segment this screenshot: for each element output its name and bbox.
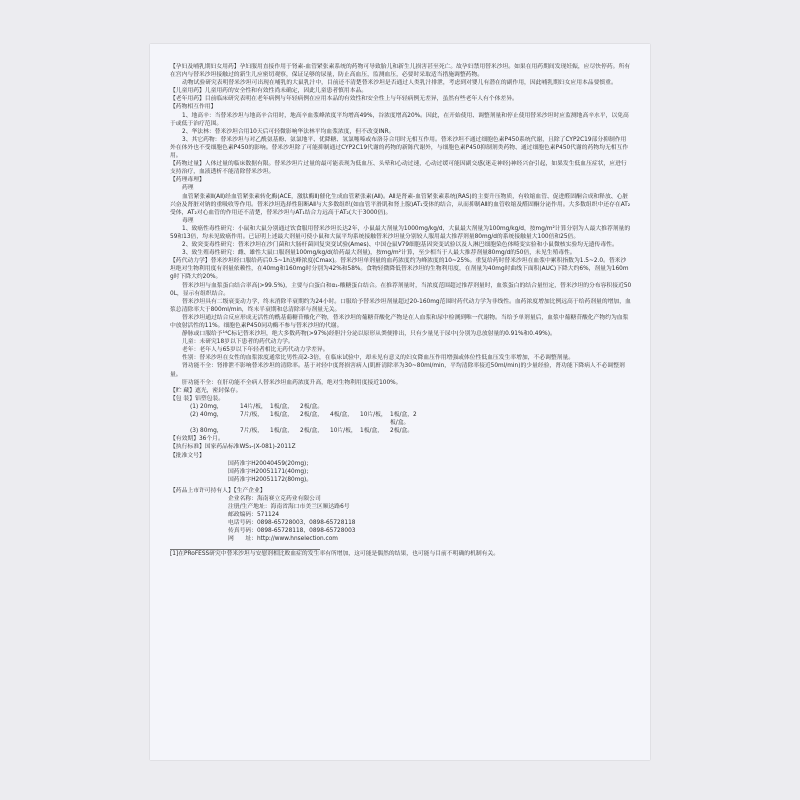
section-children: 【儿童用药】儿童用药的安全性和有效性尚未确定，因此儿童患者慎用本品。 <box>170 88 368 95</box>
packaging-cell: 7片/板， <box>240 412 264 419</box>
section-interactions: 【药物相互作用】 <box>170 104 217 111</box>
section-pharmacokinetics: 【药代动力学】替米沙坦经口服给药后0.5~1h达峰浓度(Cmax)。替米沙坦单剂量的血药浓度约为峰浓度的10~25%。重复给药时替米沙坦在血浆中累积指数为1.5~2.0。替米沙坦绝对生物利用度有剂量依赖性，在40mg和160mg时分别为42%和58%。食物轻微降低替米沙坦的生物利用度，在剂量为40mg时曲线下面积(AUC)下降大约6%，剂量为160mg时下降大约20%。 <box>170 258 629 281</box>
paragraph: 动物试验研究表明替米沙坦可出现在哺乳的大鼠乳汁中，目前还不清楚替米沙坦是否通过人类乳汁排泄，考虑到对婴儿有潜在的副作用，因此哺乳期妇女应用本品要慎重。 <box>182 80 617 87</box>
paragraph: 老年：老年人与65岁以下年轻者相比无药代动力学差异。 <box>182 347 329 354</box>
fax-number: 传真号码：0898-65728118、0898-65728003 <box>228 528 356 535</box>
paragraph: 2、华法林：替米沙坦合用10天后可轻微影响华法林平均血浆浓度，但不改变INR。 <box>182 128 395 135</box>
leaflet-text <box>170 63 632 558</box>
packaging-cell: (1) 20mg， <box>190 403 223 410</box>
packaging-cell: 2板/盒， <box>300 428 324 435</box>
section-pharmacology: 【药理毒理】 <box>170 177 205 184</box>
subheading-pharmacology: 药理 <box>182 185 194 192</box>
paragraph: 肝功能不全：在肝功能不全病人替米沙坦血药浓度升高，绝对生物利用度接近100%。 <box>182 379 402 386</box>
section-packaging: 【包 装】铝塑包装。 <box>170 395 225 402</box>
packaging-cell: 10片/板， <box>330 428 357 435</box>
packaging-row <box>170 427 632 435</box>
section-pregnancy: 【孕妇及哺乳期妇女用药】孕妇服用直接作用于肾素-血管紧张素系统的药物可导致胎儿和新生儿损害甚至死亡。故孕妇禁用替米沙坦。如果在用药期间发现妊娠，应尽快停药。所有在宫内与替米沙坦接触过的新生儿应密切观察，保证足够的尿量，防止高血压，监测血压，必要时采取适当措施调整药物。 <box>170 64 631 79</box>
paragraph: 1、地高辛：当替米沙坦与地高辛合用时，地高辛血浆峰浓度平均增高49%，谷浓度增高20%。因此，在开始使用、调整剂量和停止使用替米沙坦时应监测地高辛水平，以免高于或低于治疗范围。 <box>170 112 629 127</box>
phone-number: 电话号码：0898-65728003、0898-65728118 <box>228 520 356 527</box>
packaging-row <box>170 411 632 427</box>
postal-code: 邮政编码：571124 <box>228 512 280 519</box>
paragraph: 儿童：未研究18岁以下患者的药代动力学。 <box>182 339 294 346</box>
packaging-cell: 1板/盒， <box>270 403 294 410</box>
subheading-toxicology: 毒理 <box>182 217 194 224</box>
packaging-cell: 7片/板， <box>240 428 264 435</box>
paragraph: 血管紧张素Ⅱ(AⅡ)经血管紧张素转化酶(ACE，激肽酶Ⅱ)催化生成血管紧张素(AⅡ)。AⅡ是肾素-血管紧张素系统(RAS)的主要升压物质，有收缩血管、促进醛固酮合成和释放、心脏兴奋及肾脏对钠的重吸收等作用。替米沙坦选择性阻断AⅡ与大多数组织(如血管平滑肌和肾上腺)AT₁受体的结合，从而抑制AⅡ的血管收缩及醛固酮分泌作用。大多数组织中还存在AT₂受体，AT₂对心血管的作用还不清楚，替米沙坦与AT₁结合力远高于AT₂(大于3000倍)。 <box>170 193 631 216</box>
packaging-cell: 2板/盒。 <box>390 428 414 435</box>
website: 网 址：http://www.hnselection.com <box>228 536 338 543</box>
company-name: 企业名称：海南赛立克药业有限公司 <box>228 495 321 502</box>
section-elderly: 【老年用药】目前临床研究表明在老年病例与年轻病例在应用本品的有效性和安全性上与年轻病例无差异，虽然有些老年人有个体差异。 <box>170 96 518 103</box>
paragraph: 3、其它药物：替米沙坦与对乙酰氨基酚、氨氯地平、优降糖、氢氯噻嗪或布洛芬合用时无相互作用。替米沙坦不通过细胞色素P450系统代谢，且除了CYP2C19部分抑制作用外在体外也不受细胞色素P450的影响。替米沙坦除了可能抑制通过CYP2C19代谢的药物的新陈代谢外，与细胞色素P450抑制剂类药物、通过细胞色素P450代谢的药物均无相互作用。 <box>170 136 629 160</box>
paragraph: 肾功能不全：肾排泄不影响替米沙坦的清除率。基于对轻中度肾损害病人(肌酐清除率为30~80ml/min，平均清除率接近50ml/min)的少量经验，肾功能下降病人不必调整剂量。 <box>170 363 625 378</box>
section-validity: 【有效期】36个月。 <box>170 436 224 443</box>
footnote: [1]在PRoFESS研究中替米沙坦与安慰剂相比败血症的发生率有所增加，这可能是偶然的结果，也可能与目前不明确的机制有关。 <box>170 550 500 557</box>
packaging-cell: (2) 40mg， <box>190 412 223 419</box>
section-holder: 【药品上市许可持有人】【生产企业】 <box>170 487 266 494</box>
section-overdose: 【药物过量】人体过量的临床数据有限。替米沙坦片过量的最可能表现为低血压、头晕和心动过速，心动过缓可能因副交感(迷走神经)神经兴奋引起，如果发生低血压症状，应进行支持治疗，血液透析不能清除替米沙坦。 <box>170 161 627 176</box>
paragraph: 静脉或口服给予¹⁴C标记替米沙坦，绝大多数药物(>97%)经胆汁分泌以原形从粪便排出，只有少量见于尿中(分别为总放射量的0.91%和0.49%)。 <box>182 331 556 338</box>
packaging-cell: 4板/盒， <box>330 412 354 419</box>
paragraph: 性别：替米沙坦在女性的血浆浓度通常比男性高2-3倍，在临床试验中，却未见有意义的妇女降血压作用增强或体位性低血压发生率增加，不必调整剂量。 <box>182 355 575 362</box>
company-address: 注册/生产地址：海南省海口市美兰区顺达路6号 <box>228 504 350 511</box>
packaging-cell: 1板/盒， <box>270 412 294 419</box>
packaging-cell: 2板/盒。 <box>300 403 324 410</box>
packaging-cell: (3) 80mg， <box>190 428 223 435</box>
section-approval: 【批准文号】 <box>170 452 205 459</box>
paragraph: 替米沙坦与血浆蛋白结合率高(>99.5%)，主要与白蛋白和α₁-酸糖蛋白结合。在推荐剂量时，当浓度范围超过推荐剂量时，血浆蛋白的结合量恒定，替米沙坦的分布容积接近500L，显示有组织结合。 <box>170 282 632 297</box>
paragraph: 1、致癌性毒性研究：小鼠和大鼠分别通过饮食服用替米沙坦长达2年，小鼠最大剂量为1000mg/kg/d，大鼠最大剂量为100mg/kg/d，按mg/m²计算分别为人最大推荐剂量的59和13倍，均未见致癌作用。已证明上述最大剂量可使小鼠和大鼠平均系统接触替米沙坦量分别较人服用最大推荐剂量80mg/d的系统接触量大100倍和25倍。 <box>170 225 631 240</box>
packaging-cell: 1板/盒，2板/盒。 <box>390 412 417 427</box>
packaging-cell: 1板/盒， <box>360 428 384 435</box>
paragraph: 2、致突变毒性研究：替米沙坦在沙门菌和大肠杆菌回复突变试验(Ames)、中国仓鼠V79细胞基因突变试验以及人淋巴细胞染色体畸变实验和小鼠微核实验均无遗传毒性。 <box>182 242 618 249</box>
packaging-row <box>170 403 632 411</box>
section-standard: 【执行标准】国家药品标准WS₁-(X-081)-2011Z <box>170 444 296 451</box>
packaging-cell: 2板/盒， <box>300 412 324 419</box>
paragraph: 替米沙坦具有二级衰变动力学，终末消除半衰期约为24小时。口服给予替米沙坦剂量超过20-160mg范围时药代动力学为非线性。血药浓度增加比例远高于给药剂量的增加，血浆总清除率大于800ml/min，终末半衰期和总清除率与剂量无关。 <box>170 298 631 313</box>
paragraph: 3、致生殖毒性研究：雌、雄性大鼠口服剂量100mg/kg/d(给药最大剂量)，按mg/m²计算，至少相当于人最大推荐剂量80mg/d的50倍，未见生殖毒性。 <box>182 250 576 257</box>
approval-number: 国药准字H20040459(20mg)； <box>228 460 313 467</box>
approval-number: 国药准字H20051171(40mg)； <box>228 468 313 475</box>
packaging-cell: 1板/盒， <box>270 428 294 435</box>
approval-number: 国药准字H20051172(80mg)。 <box>228 476 313 483</box>
leaflet-page <box>150 44 650 760</box>
packaging-cell: 10片/板， <box>360 412 387 419</box>
section-storage: 【贮 藏】遮光，密封保存。 <box>170 387 242 394</box>
paragraph: 替米沙坦通过结合反应形成无活性的酰基葡糖苷酸化产物，替米沙坦的葡糖苷酸化产物是在人血浆和尿中检测到唯一代谢物。当给予单剂量后，血浆中葡糖苷酸化产物约为血浆中放射活性的11%。细胞色素P450同功酶不参与替米沙坦的代谢。 <box>170 314 629 329</box>
packaging-cell: 14片/板， <box>240 403 267 410</box>
